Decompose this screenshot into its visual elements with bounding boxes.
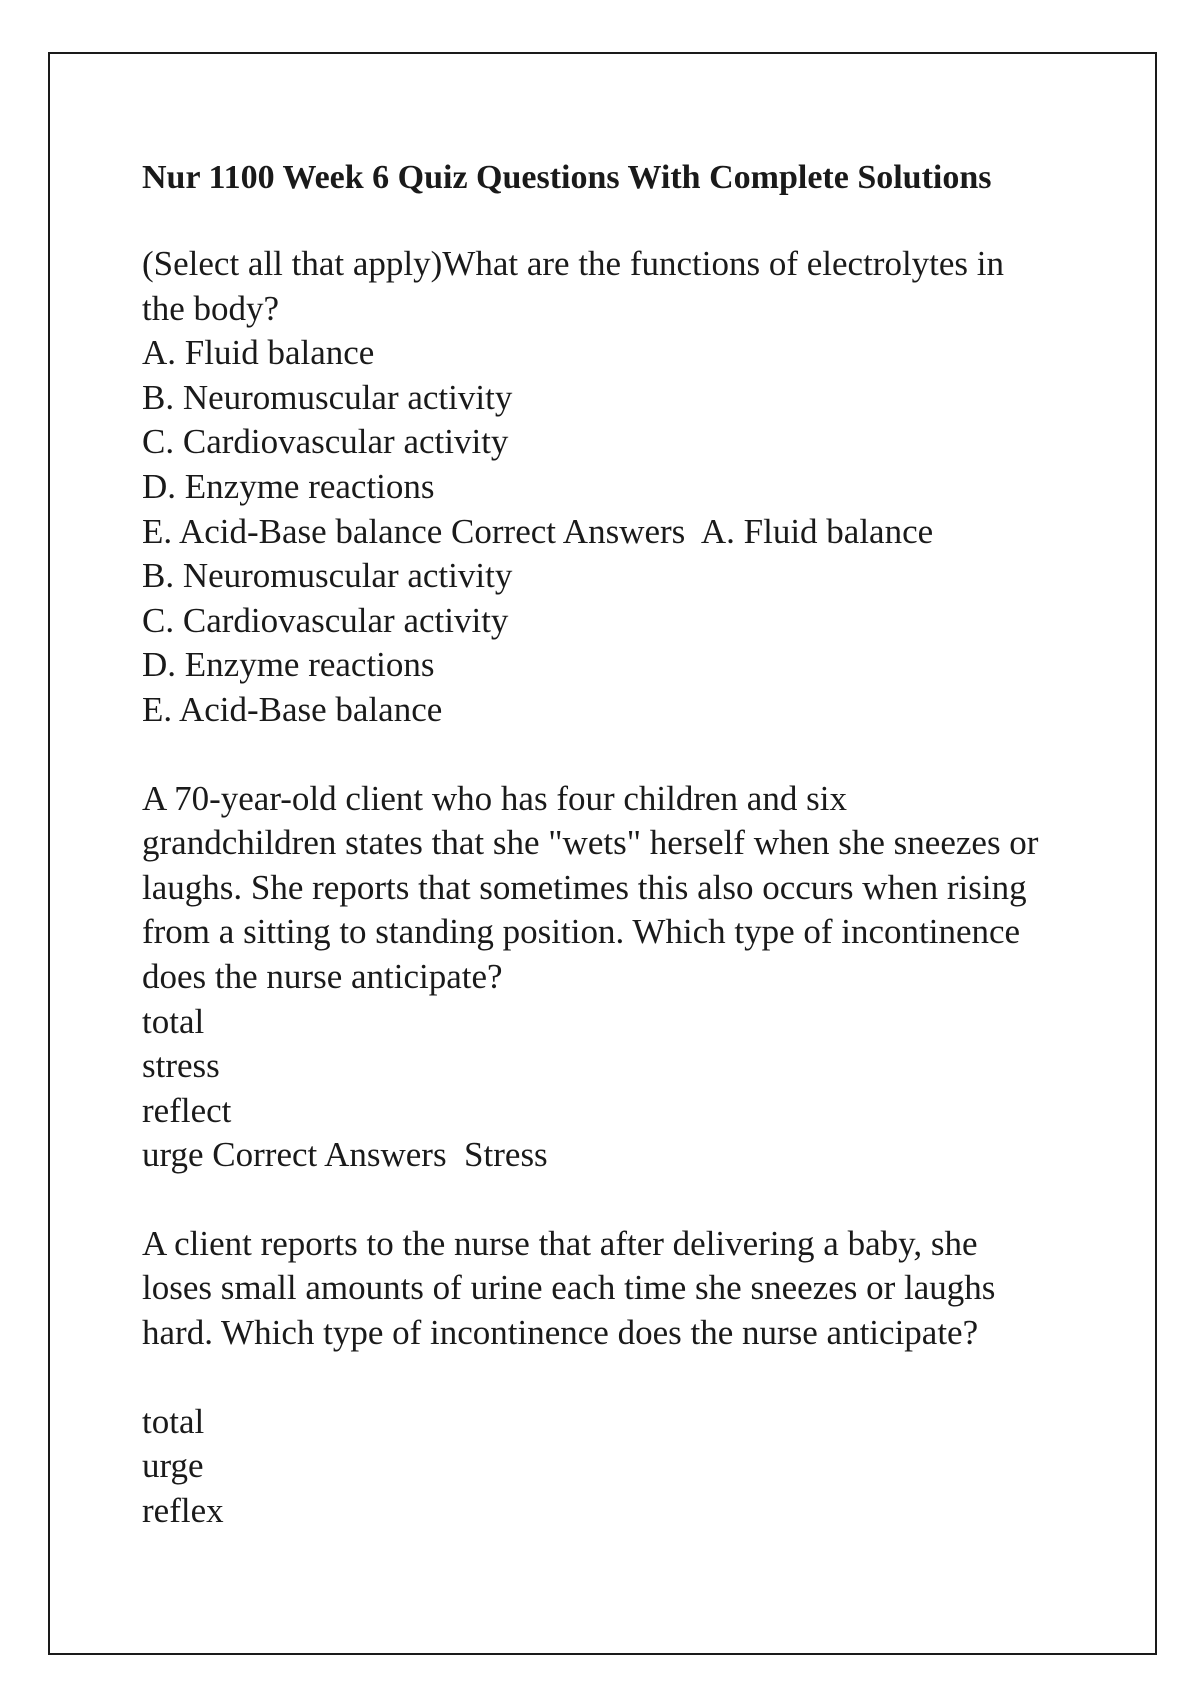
spacer: [142, 733, 1082, 777]
question-1-answer: B. Neuromuscular activity: [142, 556, 513, 596]
document-body: [142, 152, 1082, 1533]
question-1-answer-line: E. Acid-Base balance Correct Answers A. Fluid balance: [142, 511, 934, 551]
spacer: [142, 204, 1082, 242]
question-3-option: total: [142, 1401, 205, 1441]
question-1-answer: D. Enzyme reactions: [142, 645, 435, 685]
question-1-option: B. Neuromuscular activity: [142, 377, 513, 417]
question-1-answer: E. Acid-Base balance: [142, 689, 443, 729]
question-2-line: grandchildren states that she "wets" herself when she sneezes or: [142, 823, 1039, 863]
question-3-line: A client reports to the nurse that after delivering a baby, she: [142, 1223, 978, 1263]
question-1-line: (Select all that apply)What are the functions of electrolytes in: [142, 244, 1005, 283]
question-3-line: hard. Which type of incontinence does the nurse anticipate?: [142, 1313, 979, 1353]
question-2-line: laughs. She reports that sometimes this also occurs when rising: [142, 867, 1027, 907]
question-1: [142, 242, 1082, 733]
question-2-line: does the nurse anticipate?: [142, 956, 503, 996]
question-2-line: A 70-year-old client who has four children and six: [142, 778, 847, 818]
question-2: [142, 777, 1082, 1178]
question-3-option: reflex: [142, 1490, 224, 1530]
question-2-line: from a sitting to standing position. Which type of incontinence: [142, 912, 1021, 952]
document-title: Nur 1100 Week 6 Quiz Questions With Complete Solutions: [142, 159, 992, 196]
question-2-option: reflect: [142, 1090, 232, 1130]
question-1-option: A. Fluid balance: [142, 333, 375, 373]
question-1-answer: C. Cardiovascular activity: [142, 600, 509, 640]
question-1-option: C. Cardiovascular activity: [142, 422, 509, 462]
question-3: [142, 1222, 1082, 1534]
question-1-option: D. Enzyme reactions: [142, 466, 435, 506]
question-1-line: the body?: [142, 288, 280, 328]
question-2-answer-line: urge Correct Answers Stress: [142, 1135, 548, 1175]
question-2-option: stress: [142, 1046, 220, 1086]
question-3-option: urge: [142, 1446, 204, 1486]
question-3-line: loses small amounts of urine each time she sneezes or laughs: [142, 1268, 996, 1308]
question-2-option: total: [142, 1001, 205, 1041]
spacer: [142, 1178, 1082, 1222]
spacer: [142, 1356, 1082, 1400]
